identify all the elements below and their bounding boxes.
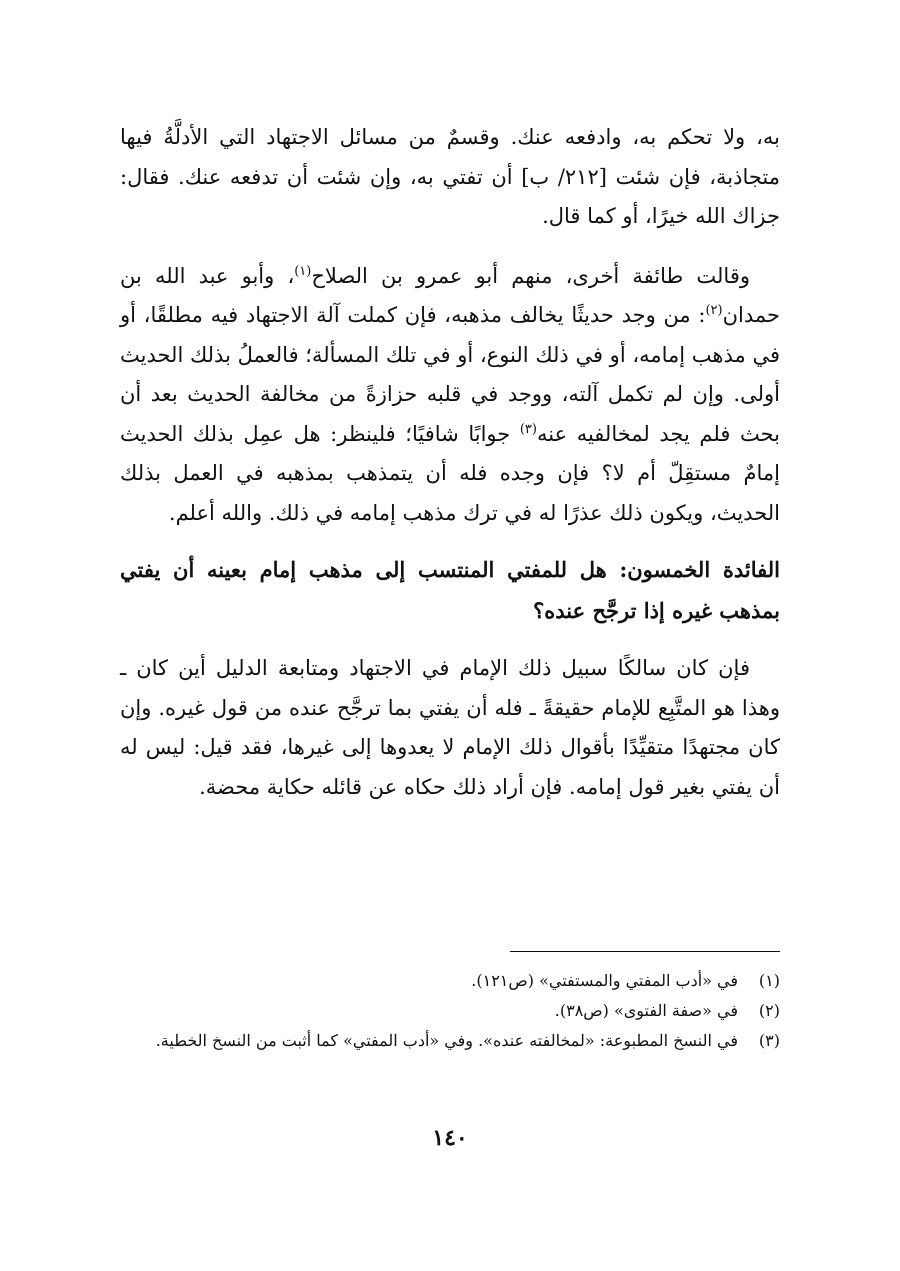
footnote-number: (٣) <box>758 1031 780 1050</box>
paragraph-2-part-4: جوابًا شافيًا؛ فلينظر: هل عمِل بذلك الحديث إمامٌ مستقِلّ أم لا؟ فإن وجده فله أن يتمذهب بمذهبه في العمل بذلك الحديث، ويكون ذلك عذرًا له في ترك مذهب إمامه في ذلك. والله أعلم. <box>120 421 780 525</box>
footnote-2 <box>120 996 780 1026</box>
footnote-ref-3: (٣) <box>519 421 537 437</box>
footnotes <box>120 966 780 1056</box>
paragraph-2-part-3: : من وجد حديثًا يخالف مذهبه، فإن كملت آلة الاجتهاد فيه مطلقًا، أو في مذهب إمامه، أو في ذلك النوع، أو في تلك المسألة؛ فالعملُ بذلك الحديث أولى. وإن لم تكمل آلته، ووجد في قلبه حزازةً من مخالفة الحديث بعد أن بحث فلم يجد لمخالفيه عنه <box>120 303 780 446</box>
paragraph-1: به، ولا تحكم به، وادفعه عنك. وقسمٌ من مسائل الاجتهاد التي الأدلَّةُ فيها متجاذبة، فإن شئت [٢١٢/ ب] أن تفتي به، وإن شئت أن تدفعه عنك. فقال: جزاك الله خيرًا، أو كما قال. <box>120 125 781 228</box>
footnote-text: في «صفة الفتوى» (ص٣٨). <box>554 1001 738 1020</box>
footnote-3 <box>120 1026 780 1056</box>
main-text <box>120 118 780 807</box>
footnote-number: (١) <box>758 971 780 990</box>
section-heading: الفائدة الخمسون: هل للمفتي المنتسب إلى مذهب إمام بعينه أن يفتي بمذهب غيره إذا ترجَّح عنده؟ <box>120 557 780 623</box>
footnote-ref-2: (٢) <box>705 303 723 318</box>
footnote-text: في «أدب المفتي والمستفتي» (ص١٢١). <box>471 971 738 990</box>
paragraph-3: فإن كان سالكًا سبيل ذلك الإمام في الاجتهاد ومتابعة الدليل أين كان ـ وهذا هو المتَّبِع للإمام حقيقةً ـ فله أن يفتي بما ترجَّح عنده من قول غيره. وإن كان مجتهدًا متقيِّدًا بأقوال ذلك الإمام لا يعدوها إلى غيرها، فقد قيل: ليس له أن يفتي بغير قول إمامه. فإن أراد ذلك حكاه عن قائله حكاية محضة. <box>120 656 780 799</box>
page-number: ١٤٠ <box>432 1125 468 1151</box>
paragraph-2-part-1: وقالت طائفة أخرى، منهم أبو عمرو بن الصلاح <box>311 263 750 288</box>
footnote-text: في النسخ المطبوعة: «لمخالفته عنده». وفي «أدب المفتي» كما أثبت من النسخ الخطية. <box>155 1031 738 1050</box>
footnote-number: (٢) <box>758 1001 780 1020</box>
footnote-1 <box>120 966 780 996</box>
footnote-divider <box>510 951 780 952</box>
paragraph-2 <box>120 257 780 534</box>
footnote-ref-1: (١) <box>294 263 312 279</box>
paragraph-2-part-2: ، وأبو عبد الله بن حمدان <box>120 263 780 327</box>
